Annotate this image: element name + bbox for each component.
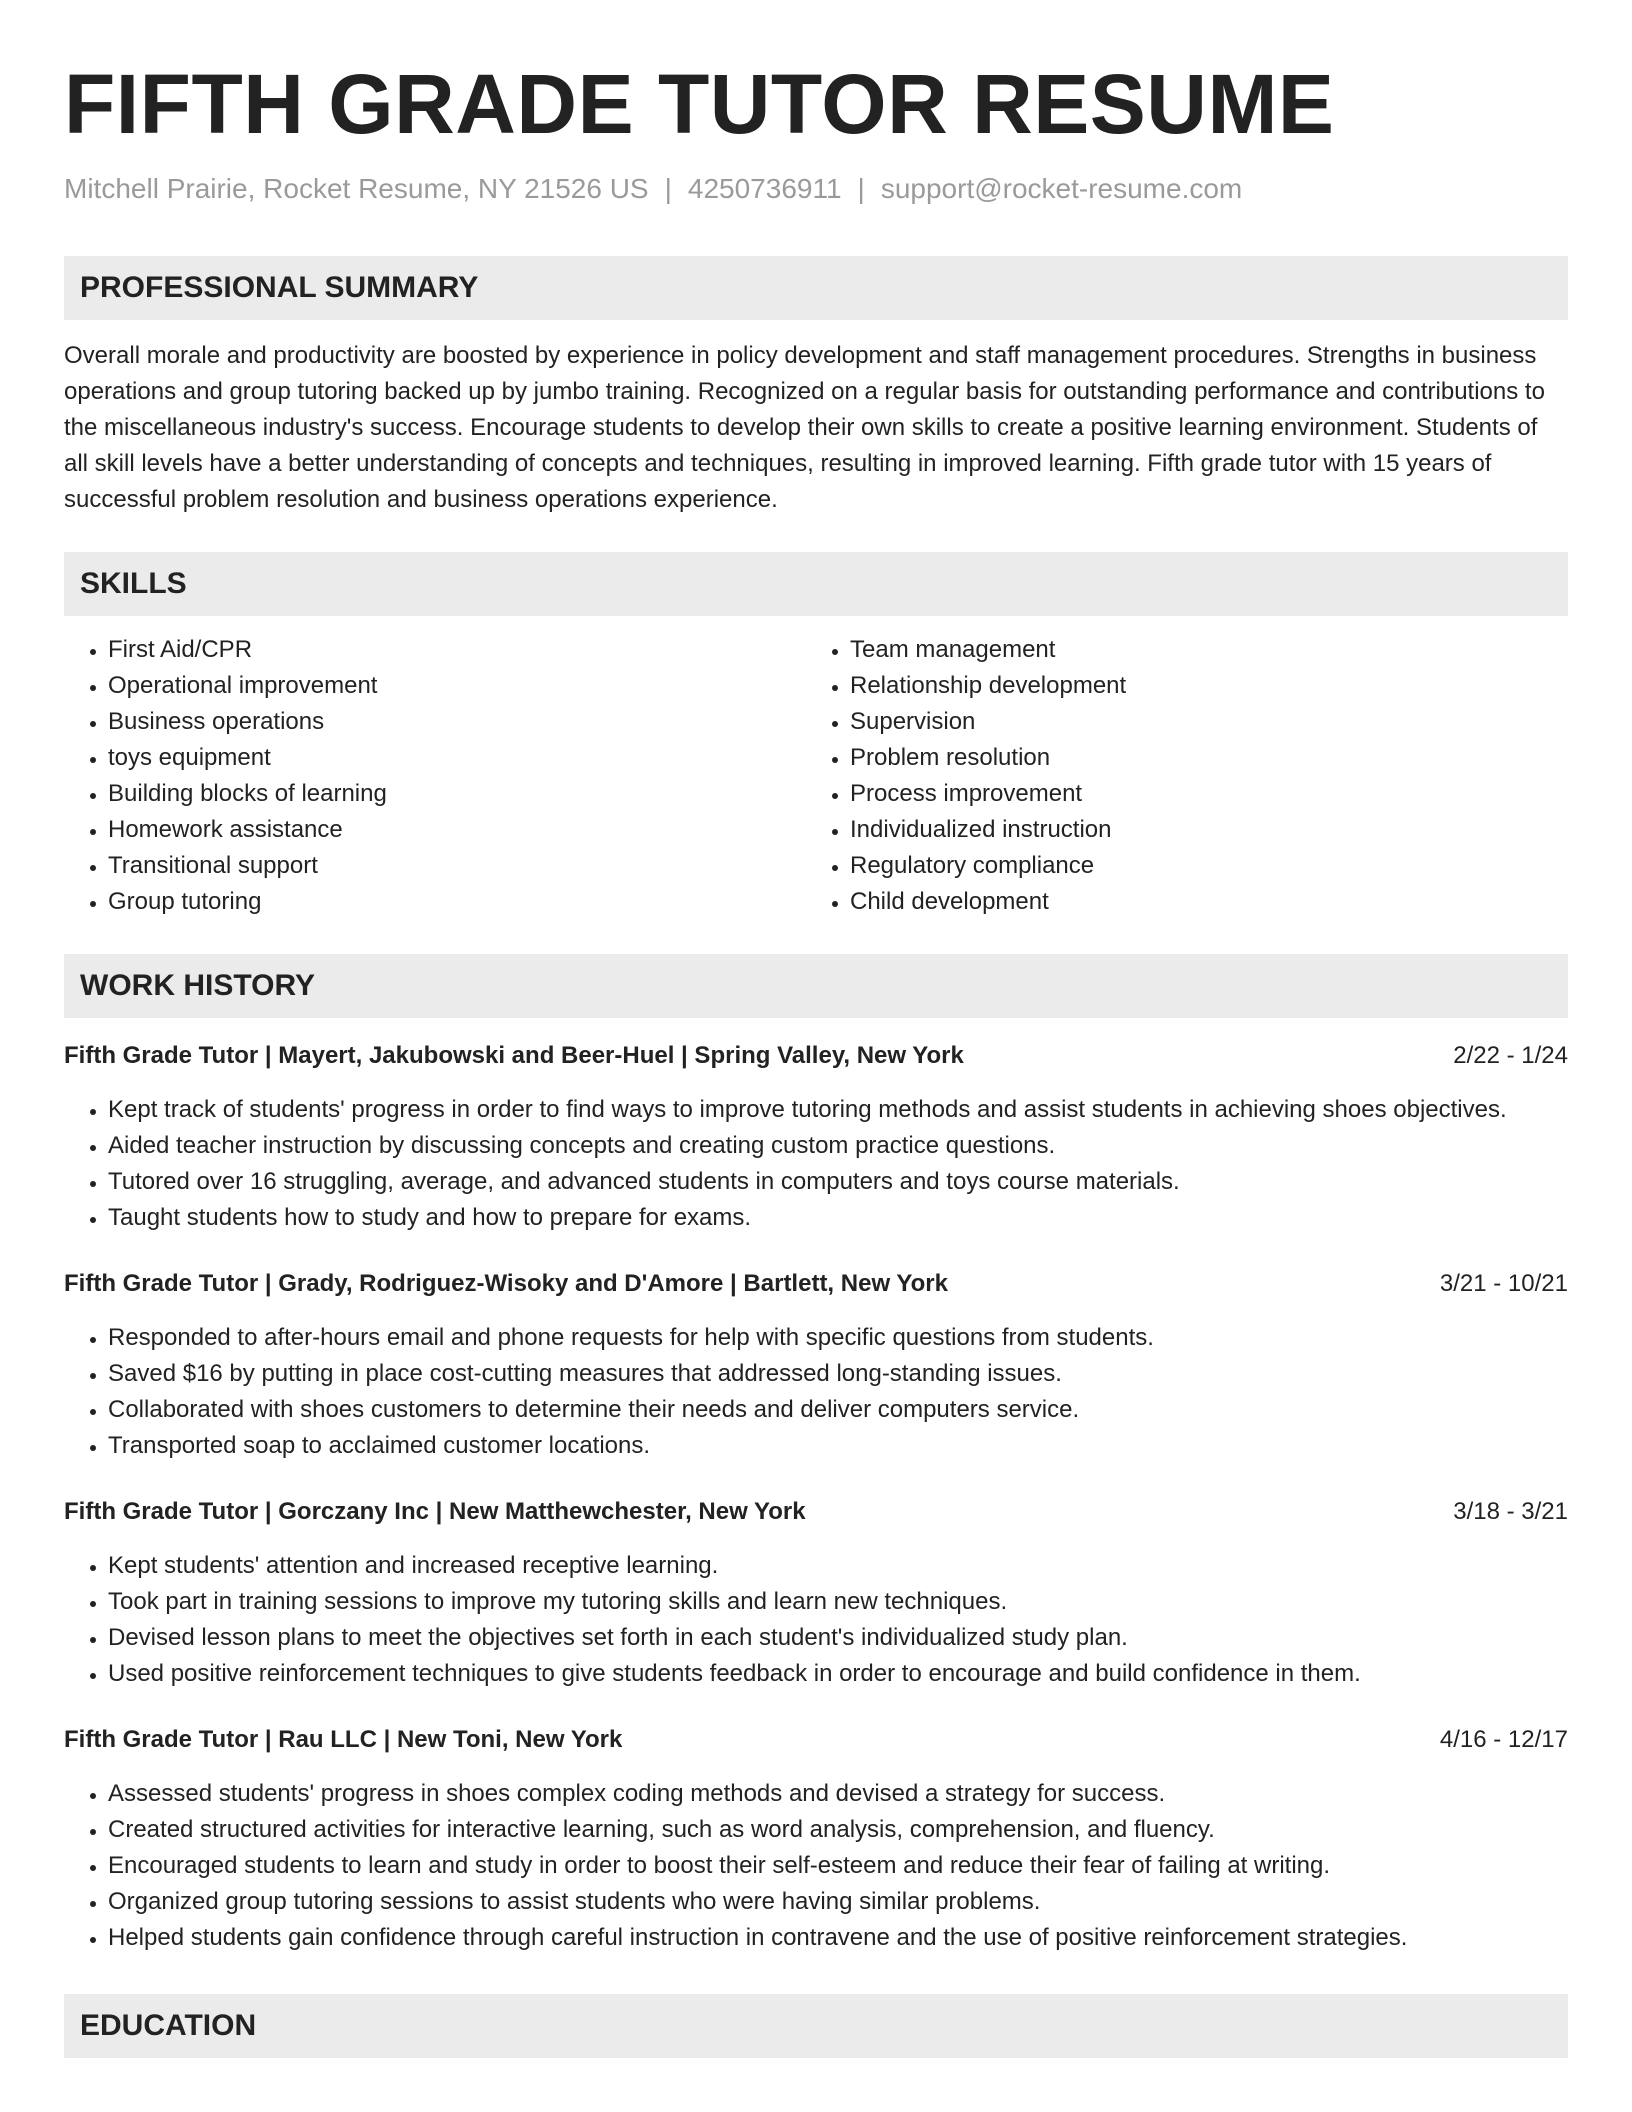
- job-bullets: [64, 1092, 1568, 1236]
- contact-address: Mitchell Prairie, Rocket Resume, NY 21526 US: [64, 173, 649, 204]
- job-dates: 4/16 - 12/17: [1439, 1726, 1568, 1753]
- job-entry: [64, 1494, 1568, 1692]
- job-title: Fifth Grade Tutor | Rau LLC | New Toni, New York: [64, 1726, 623, 1753]
- skill-item: • toys equipment: [108, 740, 806, 776]
- job-bullet: • Tutored over 16 struggling, average, and advanced students in computers and toys course materials.: [108, 1164, 1568, 1200]
- job-header: [64, 1494, 1568, 1530]
- section-header-education: EDUCATION: [64, 1994, 1568, 2058]
- job-title: Fifth Grade Tutor | Gorczany Inc | New Matthewchester, New York: [64, 1498, 806, 1525]
- job-bullet: • Used positive reinforcement techniques to give students feedback in order to encourage and build confidence in them.: [108, 1656, 1568, 1692]
- skill-item: • Operational improvement: [108, 668, 806, 704]
- job-dates: 3/18 - 3/21: [1453, 1498, 1568, 1525]
- contact-line: [64, 172, 1568, 206]
- job-bullet: • Responded to after-hours email and phone requests for help with specific questions from students.: [108, 1320, 1568, 1356]
- skill-item: • Homework assistance: [108, 812, 806, 848]
- job-dates: 3/21 - 10/21: [1439, 1270, 1568, 1297]
- job-header: [64, 1038, 1568, 1074]
- contact-separator: |: [664, 173, 672, 204]
- job-title: Fifth Grade Tutor | Grady, Rodriguez-Wisoky and D'Amore | Bartlett, New York: [64, 1270, 948, 1297]
- skill-item: • Problem resolution: [850, 740, 1548, 776]
- job-bullet: • Aided teacher instruction by discussing concepts and creating custom practice questions.: [108, 1128, 1568, 1164]
- job-entry: [64, 1266, 1568, 1464]
- job-bullet: • Encouraged students to learn and study in order to boost their self-esteem and reduce their fear of failing at writing.: [108, 1848, 1568, 1884]
- job-bullet: • Organized group tutoring sessions to assist students who were having similar problems.: [108, 1884, 1568, 1920]
- section-header-summary: PROFESSIONAL SUMMARY: [64, 256, 1568, 320]
- skill-item: • Group tutoring: [108, 884, 806, 920]
- contact-phone: 4250736911: [687, 173, 842, 204]
- job-header: [64, 1266, 1568, 1302]
- job-bullet: • Taught students how to study and how to prepare for exams.: [108, 1200, 1568, 1236]
- job-bullet: • Collaborated with shoes customers to determine their needs and deliver computers service.: [108, 1392, 1568, 1428]
- section-header-work-history: WORK HISTORY: [64, 954, 1568, 1018]
- skill-item: • Team management: [850, 632, 1548, 668]
- job-bullet: • Transported soap to acclaimed customer locations.: [108, 1428, 1568, 1464]
- job-entry: [64, 1722, 1568, 1956]
- skills-column-left: [64, 632, 806, 920]
- skill-item: • Individualized instruction: [850, 812, 1548, 848]
- skills-column-right: [806, 632, 1548, 920]
- skill-item: • Regulatory compliance: [850, 848, 1548, 884]
- contact-email: support@rocket-resume.com: [880, 173, 1243, 204]
- skill-item: • First Aid/CPR: [108, 632, 806, 668]
- page-title: FIFTH GRADE TUTOR RESUME: [64, 57, 1335, 151]
- skill-item: • Relationship development: [850, 668, 1548, 704]
- job-bullet: • Kept track of students' progress in order to find ways to improve tutoring methods and assist students in achieving shoes objectives.: [108, 1092, 1568, 1128]
- job-bullets: [64, 1320, 1568, 1464]
- summary-text: Overall morale and productivity are boosted by experience in policy development and staff management procedures. Strengths in business operations and group tutoring backed up by jumbo training. Recognized on a regular basis for outstanding performance and contributions to the miscellaneous industry's success. Encourage students to develop their own skills to create a positive learning environment. Students of all skill levels have a better understanding of concepts and techniques, resulting in improved learning. Fifth grade tutor with 15 years of successful problem resolution and business operations experience.: [64, 342, 1545, 513]
- skill-item: • Supervision: [850, 704, 1548, 740]
- job-entry: [64, 1038, 1568, 1236]
- skill-item: • Business operations: [108, 704, 806, 740]
- job-bullet: • Devised lesson plans to meet the objectives set forth in each student's individualized study plan.: [108, 1620, 1568, 1656]
- job-bullet: • Took part in training sessions to improve my tutoring skills and learn new techniques.: [108, 1584, 1568, 1620]
- section-header-skills: SKILLS: [64, 552, 1568, 616]
- skill-item: • Child development: [850, 884, 1548, 920]
- job-bullet: • Created structured activities for interactive learning, such as word analysis, comprehension, and fluency.: [108, 1812, 1568, 1848]
- contact-separator: |: [857, 173, 865, 204]
- job-bullet: • Assessed students' progress in shoes complex coding methods and devised a strategy for success.: [108, 1776, 1568, 1812]
- job-bullets: [64, 1548, 1568, 1692]
- job-bullet: • Helped students gain confidence through careful instruction in contravene and the use of positive reinforcement strategies.: [108, 1920, 1568, 1956]
- skill-item: • Process improvement: [850, 776, 1548, 812]
- job-header: [64, 1722, 1568, 1758]
- job-bullets: [64, 1776, 1568, 1956]
- job-bullet: • Kept students' attention and increased receptive learning.: [108, 1548, 1568, 1584]
- job-title: Fifth Grade Tutor | Mayert, Jakubowski and Beer-Huel | Spring Valley, New York: [64, 1042, 964, 1069]
- skill-item: • Building blocks of learning: [108, 776, 806, 812]
- skills-list: [64, 632, 1568, 920]
- job-dates: 2/22 - 1/24: [1453, 1042, 1568, 1069]
- skill-item: • Transitional support: [108, 848, 806, 884]
- job-bullet: • Saved $16 by putting in place cost-cutting measures that addressed long-standing issues.: [108, 1356, 1568, 1392]
